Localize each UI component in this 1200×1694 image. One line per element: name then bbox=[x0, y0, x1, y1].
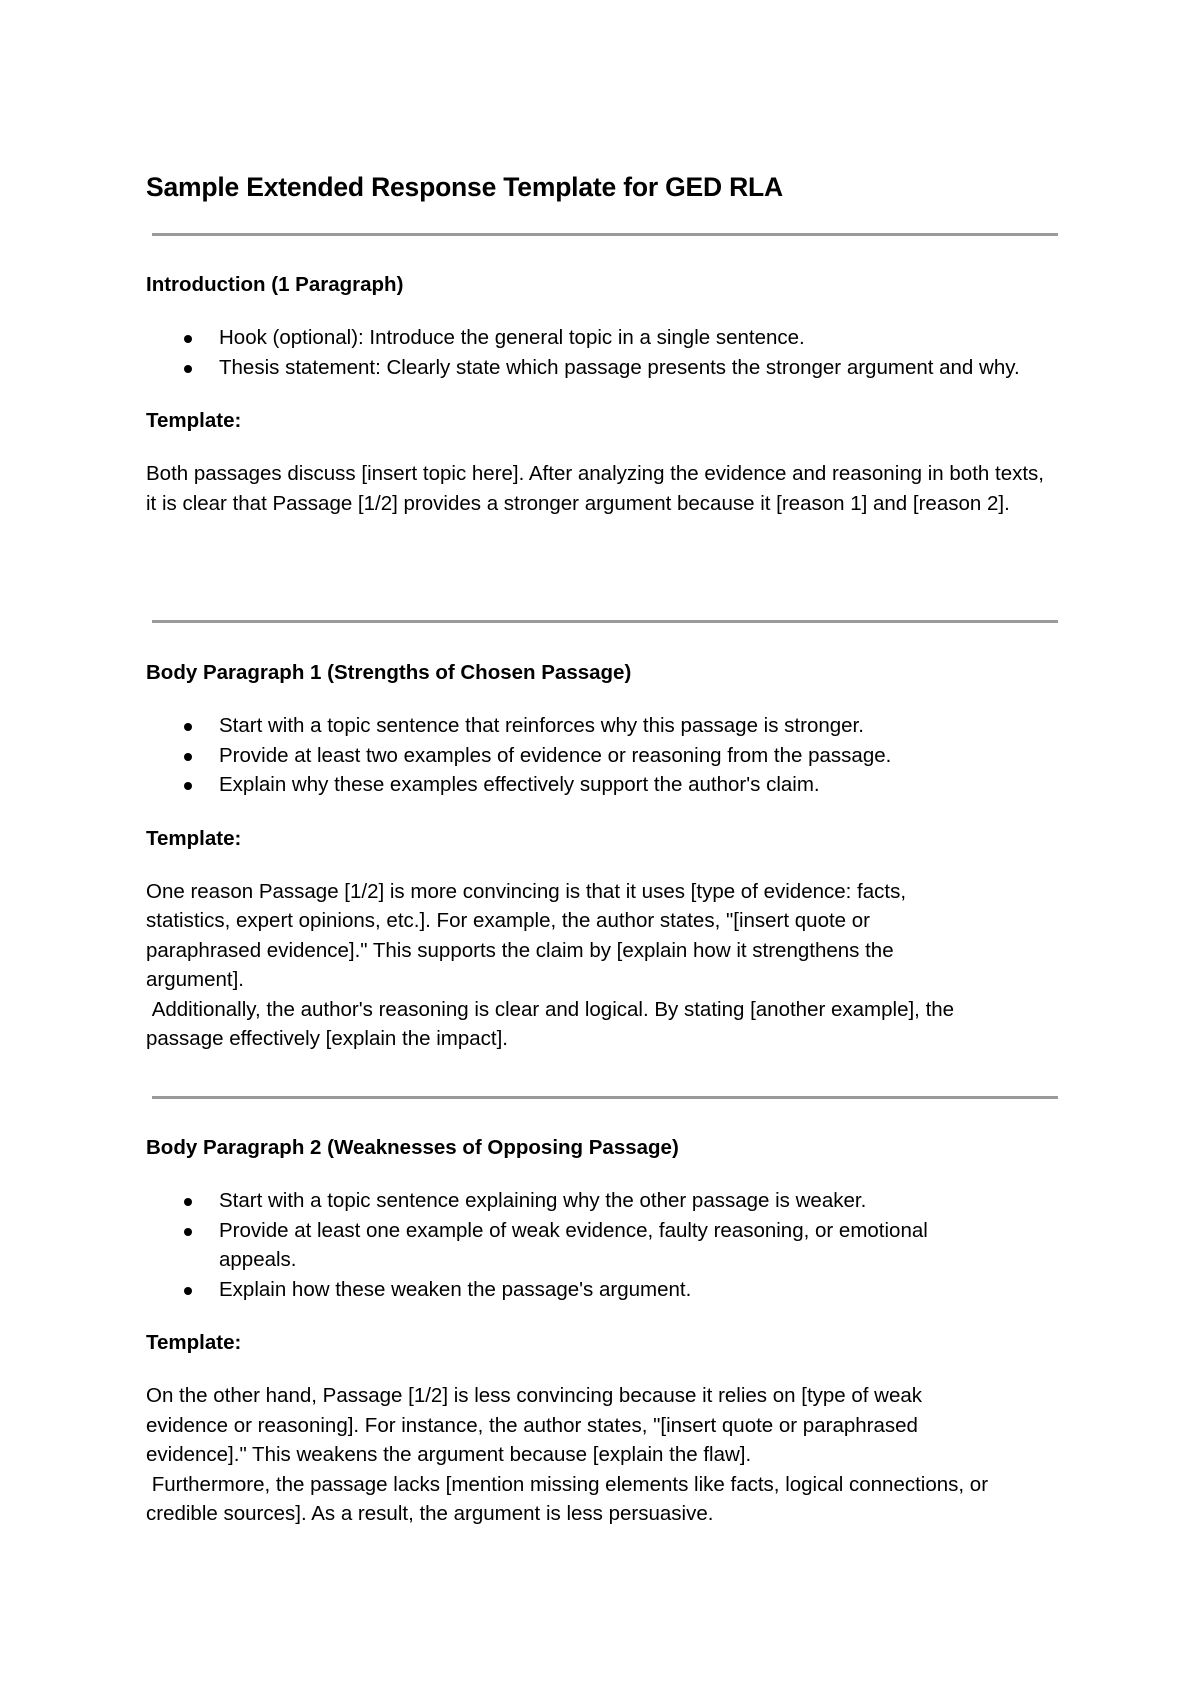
list-item bbox=[146, 1275, 1066, 1305]
template-text-part: On the other hand, Passage [1/2] is less convincing because it relies on [type of weak evidence or reasoning]. For instance, the author states, "[insert quote or paraphrased evidence]." This weakens the argument because [explain the flaw]. bbox=[146, 1384, 923, 1466]
section-divider bbox=[152, 1096, 1058, 1099]
bullet-icon bbox=[184, 1198, 192, 1206]
bullet-list bbox=[146, 323, 1066, 382]
list-item-text: Explain how these weaken the passage's argument. bbox=[219, 1277, 692, 1301]
template-text bbox=[146, 877, 986, 1054]
bullet-icon bbox=[184, 1287, 192, 1295]
list-item bbox=[146, 1216, 989, 1275]
section-introduction bbox=[146, 270, 1066, 518]
bullet-list bbox=[146, 711, 1066, 800]
template-label: Template: bbox=[146, 409, 242, 432]
document-title: Sample Extended Response Template for GED RLA bbox=[146, 172, 783, 202]
bullet-icon bbox=[184, 365, 192, 373]
template-text-part: Additionally, the author's reasoning is clear and logical. By stating [another example], the passage effectively [explain the impact]. bbox=[146, 997, 960, 1050]
list-item-text: Provide at least one example of weak evidence, faulty reasoning, or emotional appeals. bbox=[219, 1218, 928, 1271]
list-item bbox=[146, 770, 1066, 800]
template-text bbox=[146, 1381, 1051, 1529]
list-item bbox=[146, 711, 1066, 741]
section-divider bbox=[152, 620, 1058, 623]
list-item-text: Start with a topic sentence that reinforces why this passage is stronger. bbox=[219, 714, 864, 737]
section-heading: Body Paragraph 2 (Weaknesses of Opposing Passage) bbox=[146, 1136, 679, 1159]
list-item bbox=[146, 741, 1066, 771]
section-heading: Body Paragraph 1 (Strengths of Chosen Passage) bbox=[146, 661, 632, 684]
bullet-icon bbox=[184, 1228, 192, 1236]
section-body-paragraph-1 bbox=[146, 658, 1066, 1054]
template-label: Template: bbox=[146, 1331, 242, 1354]
bullet-icon bbox=[184, 335, 192, 343]
section-divider bbox=[152, 233, 1058, 236]
list-item-text: Start with a topic sentence explaining why the other passage is weaker. bbox=[219, 1189, 867, 1212]
template-text-part: One reason Passage [1/2] is more convincing is that it uses [type of evidence: facts, statistics, expert opinions, etc.]. For example, the author states, "[insert quote or paraphrased evidence]." This supports the claim by [explain how it strengthens the argument]. bbox=[146, 879, 907, 991]
section-body-paragraph-2 bbox=[146, 1133, 1066, 1529]
list-item-text: Hook (optional): Introduce the general topic in a single sentence. bbox=[219, 326, 805, 349]
list-item-text: Provide at least two examples of evidence or reasoning from the passage. bbox=[219, 743, 892, 767]
template-text: Both passages discuss [insert topic here]. After analyzing the evidence and reasoning in both texts, it is clear that Passage [1/2] provides a stronger argument because it [reason 1] and [reason 2]. bbox=[146, 462, 1044, 515]
list-item-text: Explain why these examples effectively support the author's claim. bbox=[219, 773, 820, 796]
template-text-part: Furthermore, the passage lacks [mention missing elements like facts, logical connections, or credible sources]. As a result, the argument is less persuasive. bbox=[146, 1472, 994, 1525]
section-heading: Introduction (1 Paragraph) bbox=[146, 273, 404, 296]
template-label: Template: bbox=[146, 826, 242, 850]
list-item bbox=[146, 323, 1066, 353]
bullet-icon bbox=[184, 723, 192, 731]
list-item bbox=[146, 353, 1034, 383]
bullet-list bbox=[146, 1186, 1066, 1304]
bullet-icon bbox=[184, 753, 192, 761]
bullet-icon bbox=[184, 782, 192, 790]
list-item bbox=[146, 1186, 1066, 1216]
list-item-text: Thesis statement: Clearly state which passage presents the stronger argument and why. bbox=[219, 355, 1020, 379]
